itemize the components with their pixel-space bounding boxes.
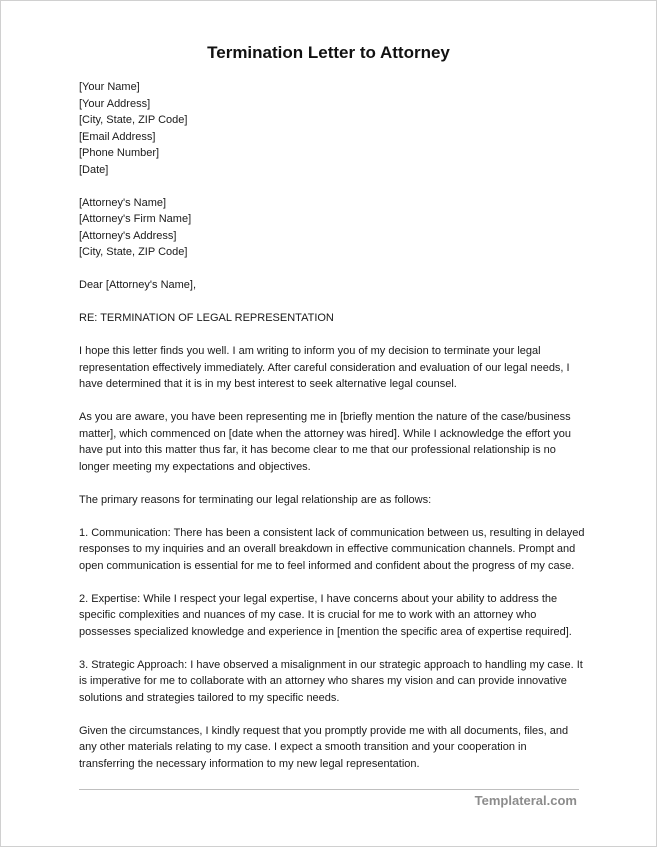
- paragraph-line: 1. Communication: There has been a consistent lack of communication between us, resulting in delayed: [79, 526, 585, 539]
- paragraph-line: matter], which commenced on [date when the attorney was hired]. While I acknowledge the effort you: [79, 427, 572, 440]
- sender-phone: [Phone Number]: [79, 147, 160, 159]
- footer-brand: Templateral.com: [474, 793, 577, 808]
- subject-line: [79, 310, 579, 327]
- paragraph-line: responses to my inquiries and an overall breakdown in effective communication channels. Prompt and: [79, 543, 576, 555]
- paragraph-background: [79, 409, 579, 475]
- recipient-address-block: [79, 195, 579, 261]
- paragraph-line: possesses specialized knowledge and experience in [mention the specific area of expertise required].: [79, 625, 572, 638]
- attorney-name: [Attorney's Name]: [79, 196, 167, 209]
- paragraph-line: 3. Strategic Approach: I have observed a misalignment in our strategic approach to handling my case. It: [79, 658, 583, 671]
- paragraph-line: specific complexities and nuances of my case. It is crucial for me to work with an attorney who: [79, 609, 537, 621]
- paragraph-reason-strategy: [79, 657, 583, 707]
- paragraph-line: transferring the necessary information to my new legal representation.: [79, 757, 420, 770]
- paragraph-line: longer meeting my expectations and objectives.: [79, 460, 311, 473]
- attorney-address: [Attorney's Address]: [79, 229, 177, 242]
- footer-divider: [79, 789, 579, 790]
- attorney-city-state-zip: [City, State, ZIP Code]: [79, 246, 188, 258]
- letter-date: [Date]: [79, 163, 109, 176]
- paragraph-line: The primary reasons for terminating our legal relationship are as follows:: [79, 493, 432, 506]
- paragraph-line: have put into this matter thus far, it has become clear to me that our professional relationship is no: [79, 444, 556, 456]
- paragraph-line: 2. Expertise: While I respect your legal expertise, I have concerns about your ability to address the: [79, 592, 558, 605]
- paragraph-line: representation effectively immediately. After careful consideration and evaluation of our legal needs, I: [79, 361, 570, 374]
- paragraph-line: As you are aware, you have been representing me in [briefly mention the nature of the case/business: [79, 411, 571, 423]
- paragraph-reason-communication: [79, 525, 585, 575]
- sender-name: [Your Name]: [79, 81, 140, 93]
- salutation: [79, 277, 579, 294]
- sender-address: [Your Address]: [79, 97, 151, 110]
- paragraph-line: solutions and strategies tailored to my specific needs.: [79, 691, 340, 704]
- letter-body: [79, 79, 585, 789]
- subject-text: RE: TERMINATION OF LEGAL REPRESENTATION: [79, 312, 334, 324]
- paragraph-line: is imperative for me to collaborate with an attorney who shares my vision and can provide innovative: [79, 675, 567, 687]
- sender-city-state-zip: [City, State, ZIP Code]: [79, 114, 188, 126]
- sender-email: [Email Address]: [79, 130, 156, 143]
- paragraph-request: [79, 723, 579, 773]
- paragraph-line: open communication is essential for me to feel informed and confident about the progress of my case.: [79, 559, 575, 572]
- paragraph-line: any other materials relating to my case. I expect a smooth transition and your cooperation in: [79, 741, 527, 753]
- document-title: Termination Letter to Attorney: [207, 43, 450, 62]
- paragraph-line: Given the circumstances, I kindly request that you promptly provide me with all documents, files, and: [79, 724, 569, 737]
- paragraph-intro: [79, 343, 579, 393]
- paragraph-line: have determined that it is in my best interest to seek alternative legal counsel.: [79, 378, 457, 390]
- salutation-text: Dear [Attorney's Name],: [79, 279, 197, 291]
- paragraph-reason-expertise: [79, 591, 579, 641]
- sender-address-block: [79, 79, 579, 178]
- paragraph-line: I hope this letter finds you well. I am writing to inform you of my decision to terminate your legal: [79, 345, 541, 357]
- attorney-firm-name: [Attorney's Firm Name]: [79, 213, 192, 225]
- paragraph-reasons-intro: [79, 492, 579, 509]
